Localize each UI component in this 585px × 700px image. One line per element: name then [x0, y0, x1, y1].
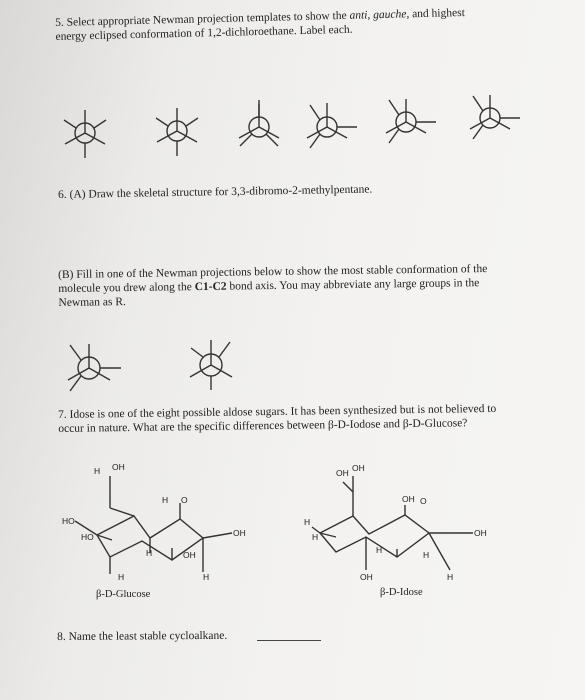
- glucose-oh-right: OH: [233, 528, 246, 538]
- glucose-oh-top: OH: [112, 462, 125, 472]
- glucose-o-ring: O: [181, 495, 188, 505]
- idose-oh-ring: OH: [402, 494, 415, 504]
- idose-h-bot: H: [447, 572, 454, 582]
- idose-h-mid: H: [376, 545, 383, 555]
- question-6a: 6. (A) Draw the skeletal structure for 3,3-dibromo-2-methylpentane.: [58, 183, 373, 201]
- q6b-bond: C1-C2: [194, 280, 227, 294]
- q5-text: 5. Select appropriate Newman projection templates to show the: [55, 9, 350, 29]
- q6b-line1: (B) Fill in one of the Newman projections below to show the most stable conformation of the: [58, 263, 488, 281]
- beta-d-glucose-structure: [62, 462, 246, 600]
- glucose-h-ring: H: [162, 495, 169, 505]
- glucose-h-top: H: [94, 466, 101, 476]
- q5-line2: energy eclipsed conformation of 1,2-dichloroethane. Label each.: [55, 23, 353, 43]
- q7-line1: 7. Idose is one of the eight possible aldose sugars. It has been synthesized but is not believed to: [58, 402, 497, 421]
- idose-h-left: H: [304, 517, 311, 527]
- q6b-line3: Newman as R.: [58, 296, 126, 309]
- q5-gauche: gauche: [373, 8, 407, 22]
- idose-o-ring: O: [420, 496, 427, 506]
- idose-oh-top2: OH: [352, 463, 365, 473]
- idose-h-mid2: H: [423, 550, 430, 560]
- q6b-line2-b: bond axis. You may abbreviate any large groups in the: [226, 277, 480, 293]
- question-8: [57, 629, 227, 644]
- glucose-h-low: H: [146, 548, 153, 558]
- idose-oh-right: OH: [474, 528, 487, 538]
- q5-sep: ,: [367, 9, 374, 22]
- beta-d-idose-structure: [304, 463, 487, 598]
- idose-caption: β-D-Idose: [380, 587, 423, 598]
- glucose-h-bot2: H: [203, 572, 210, 582]
- q7-line2: occur in nature. What are the specific differences between β-D-Iodose and β-D-Glucose?: [58, 417, 468, 435]
- q5-anti: anti: [349, 9, 368, 22]
- idose-oh-bot: OH: [360, 572, 373, 582]
- q8-text: 8. Name the least stable cycloalkane.: [57, 629, 228, 643]
- q5-text-end: , and highest: [406, 6, 465, 21]
- idose-h-ring-left: H: [312, 532, 319, 542]
- idose-oh-top1: OH: [336, 468, 349, 478]
- glucose-ho-ring: HO: [81, 532, 94, 542]
- q8-answer-blank[interactable]: [257, 640, 321, 641]
- glucose-caption: β-D-Glucose: [96, 589, 151, 600]
- glucose-ho-left: HO: [62, 516, 75, 526]
- glucose-oh-low: OH: [183, 550, 196, 560]
- q6b-line2-a: molecule you drew along the: [58, 281, 195, 295]
- glucose-h-bot1: H: [118, 572, 125, 582]
